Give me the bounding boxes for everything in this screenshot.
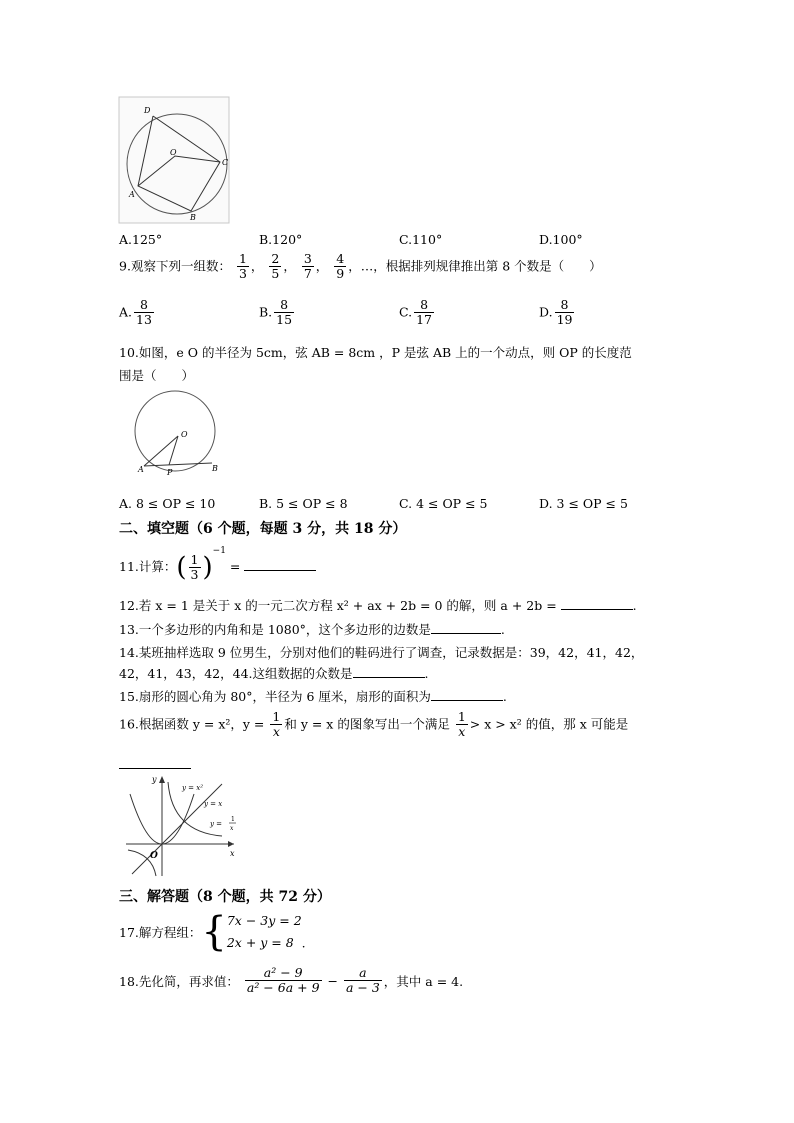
section-3-heading: 三、解答题（8 个题，共 72 分）: [119, 889, 331, 905]
line-y-x: [132, 784, 222, 874]
label-origin: O: [150, 851, 158, 861]
q10-option-c: C. 4 ≤ OP ≤ 5: [399, 496, 488, 511]
label-frac-num: 1: [231, 816, 235, 823]
q10-option-a: A. 8 ≤ OP ≤ 10: [119, 496, 216, 511]
q11-exponent: −1: [212, 546, 226, 556]
section-2-heading: 二、填空题（6 个题，每题 3 分，共 18 分）: [119, 521, 407, 537]
q8-option-c: C.110°: [399, 232, 443, 247]
label-y-x: y = x: [204, 800, 223, 808]
label-o: O: [181, 430, 188, 439]
q12-text: 12.若 x = 1 是关于 x 的一元二次方程 x² + ax + 2b = 0 的解，则 a + 2b =: [119, 598, 557, 613]
q17-equation-1: 7x − 3y = 2: [226, 913, 302, 928]
q11-prefix: 11.计算：: [119, 559, 177, 574]
q16-function-graph: [122, 772, 242, 880]
label-p: P: [167, 468, 173, 477]
q9-fraction-4: $\frac{4}{9}$: [336, 251, 345, 282]
q9-number: 9.: [119, 258, 131, 274]
q9-option-a: A. $\frac{8}{13}$: [119, 297, 152, 328]
q9-intro: 观察下列一组数：: [130, 258, 231, 274]
q10-line-2: 围是（ ）: [119, 368, 195, 383]
label-y-x2: y = x²: [182, 784, 204, 792]
y-axis-arrow: [159, 776, 165, 783]
q18-tail: ，其中 a = 4.: [383, 973, 464, 989]
q8-option-b: B.120°: [259, 232, 303, 247]
q9-question: 9.观察下列一组数： $\frac{1}{3}$ ， $\frac{2}{5}$ ， $\frac{3}{7}$ ， $\frac{4}{9}$ ，…，根据排列规律推出第 8 个数是（ ）: [119, 251, 602, 282]
q13-question: 13.一个多边形的内角和是 1080°，这个多边形的边数是 .: [119, 622, 505, 637]
label-y-eq: y =: [210, 820, 223, 828]
q16-part-1: 16.根据函数 y = x²，y =: [119, 716, 265, 732]
q9-option-d: D. $\frac{8}{19}$: [539, 297, 573, 328]
q17-equation-2: 2x + y = 8: [226, 935, 294, 950]
q18-question: 18.先化简，再求值： $\frac{\text{a² − 9}}{\text{a² − 6a + 9}}$ − $\frac{a}{a - 3}$ ，其中 a = 4.: [119, 965, 464, 996]
circle-o: [135, 391, 215, 471]
q10-circle-figure: [128, 388, 224, 480]
q10-option-d: D. 3 ≤ OP ≤ 5: [539, 496, 628, 511]
q14-line-1: 14.某班抽样选取 9 位男生，分别对他们的鞋码进行了调查，记录数据是：39，42，41，42，: [119, 645, 644, 660]
q9-option-c: C. $\frac{8}{17}$: [399, 297, 432, 328]
label-x: x: [230, 849, 235, 858]
label-a: A: [129, 190, 135, 199]
q14-line-2: 42，41，43，42，44.这组数据的众数是 .: [119, 666, 429, 681]
q9-fraction-2: $\frac{2}{5}$: [271, 251, 280, 282]
figure-border: [119, 97, 229, 223]
q16-question: 16.根据函数 y = x²，y = $\frac{1}{x}$ 和 y = x 的图象写出一个满足 $\frac{1}{x}$ > x > x² 的值，那 x 可能是: [119, 709, 629, 740]
label-c: C: [222, 158, 229, 167]
label-b: B: [212, 464, 218, 473]
q9-option-b: B. $\frac{8}{15}$: [259, 297, 293, 328]
q17-prefix: 17.解方程组：: [119, 925, 202, 940]
label-b: B: [190, 213, 196, 222]
label-frac-den: x: [230, 825, 234, 832]
q16-part-3: > x > x² 的值，那 x 可能是: [469, 716, 629, 732]
q14-text: 42，41，43，42，44.这组数据的众数是: [119, 666, 353, 681]
q9-fraction-3: $\frac{3}{7}$: [303, 251, 312, 282]
q9-fraction-1: $\frac{1}{3}$: [238, 251, 247, 282]
q15-question: 15.扇形的圆心角为 80°，半径为 6 厘米，扇形的面积为 .: [119, 689, 507, 704]
q12-question: 12.若 x = 1 是关于 x 的一元二次方程 x² + ax + 2b = 0 的解，则 a + 2b = .: [119, 598, 637, 613]
q16-answer-blank[interactable]: [119, 754, 191, 769]
q16-part-2: 和 y = x 的图象写出一个满足: [284, 716, 450, 732]
q13-text: 13.一个多边形的内角和是 1080°，这个多边形的边数是: [119, 622, 431, 637]
q17-question: 17.解方程组：{ 7x − 3y = 2 2x + y = 8 .: [119, 909, 306, 955]
q11-question: 11.计算：( $\frac{1}{3}$ )$^{-1}$ =: [119, 546, 316, 583]
q18-prefix: 18.先化简，再求值：: [119, 973, 239, 989]
label-o: O: [170, 148, 177, 157]
chord-ab: [144, 463, 212, 466]
q15-answer-blank[interactable]: [431, 700, 503, 701]
q9-tail: ，…，根据排列规律推出第 8 个数是（ ）: [348, 258, 602, 274]
q15-text: 15.扇形的圆心角为 80°，半径为 6 厘米，扇形的面积为: [119, 689, 431, 704]
label-d: D: [144, 106, 151, 115]
label-a: A: [138, 465, 144, 474]
q10-line-1: 10.如图，e O 的半径为 5cm，弦 AB = 8cm ，P 是弦 AB 上的一个动点，则 OP 的长度范: [119, 345, 632, 360]
x-axis-arrow: [228, 841, 234, 847]
q8-option-a: A.125°: [119, 232, 163, 247]
q14-answer-blank[interactable]: [353, 677, 425, 678]
q10-option-b: B. 5 ≤ OP ≤ 8: [259, 496, 348, 511]
q13-answer-blank[interactable]: [431, 633, 501, 634]
label-y: y: [152, 775, 157, 784]
q8-circle-figure: [118, 96, 230, 224]
q11-answer-blank[interactable]: [244, 570, 316, 571]
q16-answer-row: [119, 754, 191, 772]
q8-option-d: D.100°: [539, 232, 583, 247]
q12-answer-blank[interactable]: [561, 609, 633, 610]
